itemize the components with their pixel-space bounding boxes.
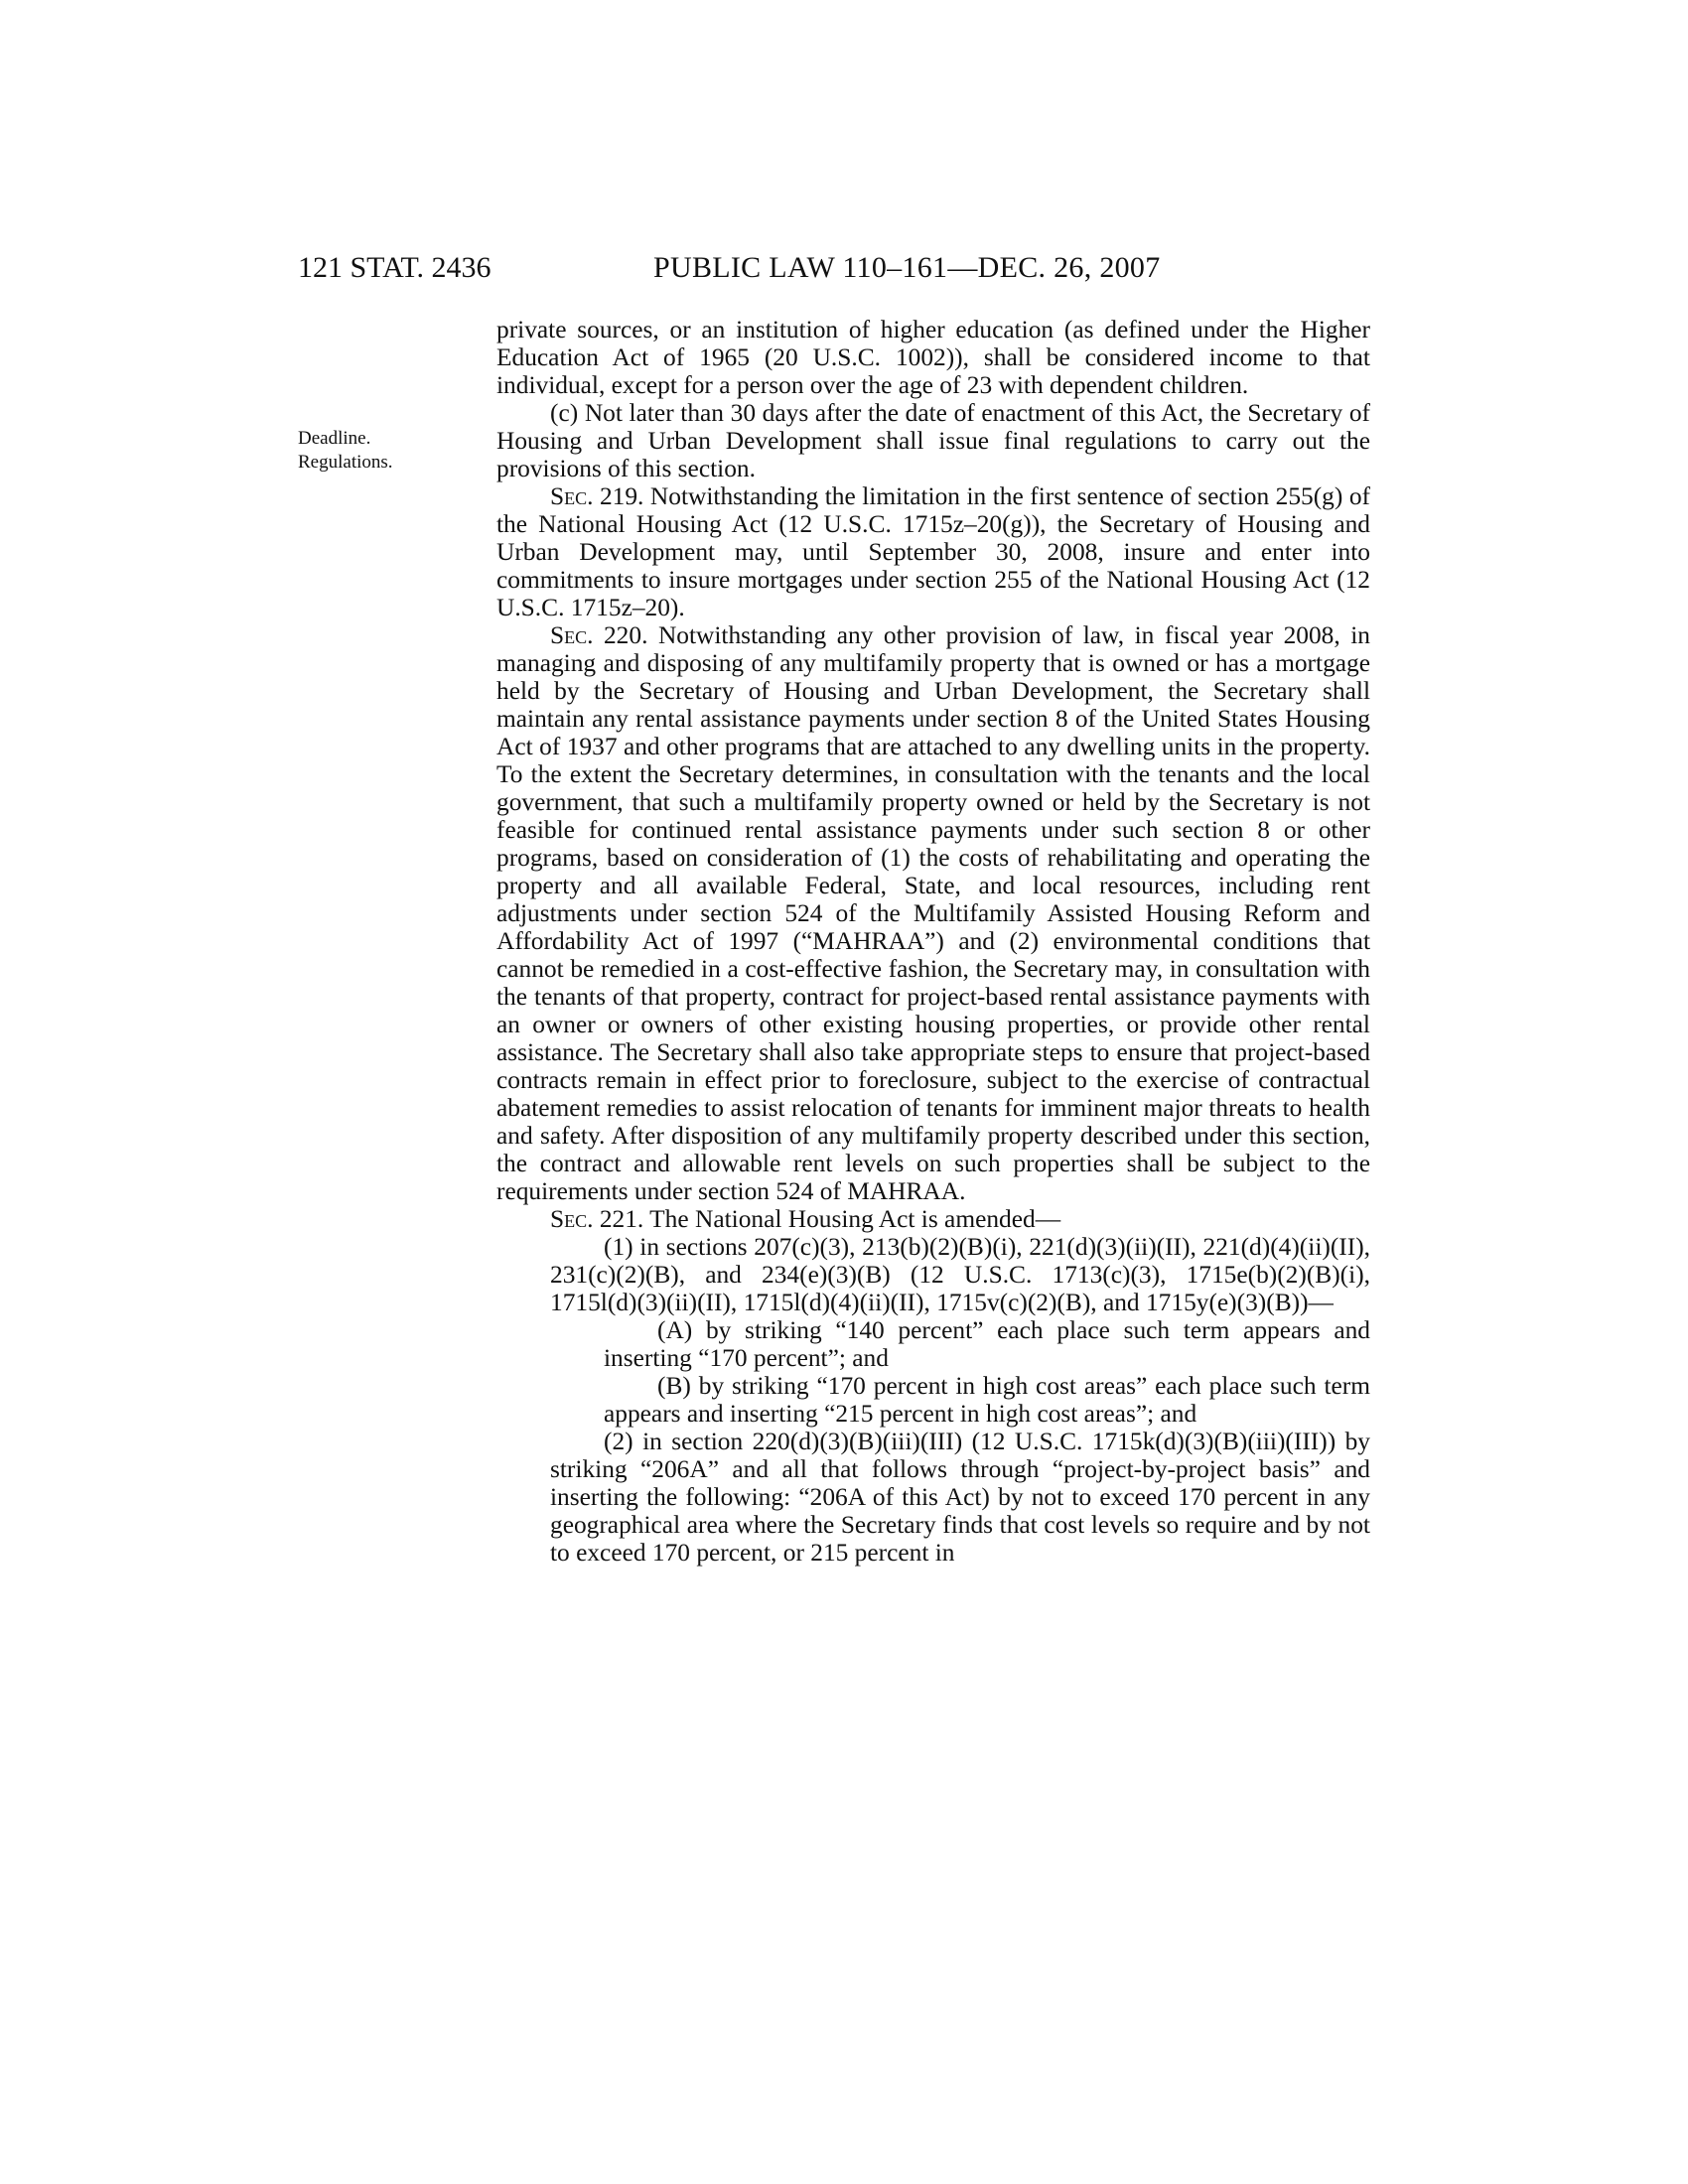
section-219-text: Notwithstanding the limitation in the first sentence of section 255(g) of the National Housing Act (12 U.S.C. 1715z–20(g)), the Secretary of Housing and Urban Development may, until September 30, 2008, insure and enter into commitments to insure mortgages under section 255 of the National Housing Act (12 U.S.C. 1715z–20).	[496, 482, 1370, 621]
section-220-text: Notwithstanding any other provision of law, in fiscal year 2008, in managing and disposing of any multifamily property that is owned or has a mortgage held by the Secretary of Housing and Urban Development, the Secretary shall maintain any rental assistance payments under section 8 of the United States Housing Act of 1937 and other programs that are attached to any dwelling units in the property. To the extent the Secretary determines, in consultation with the tenants and the local government, that such a multifamily property owned or held by the Secretary is not feasible for continued rental assistance payments under such section 8 or other programs, based on consideration of (1) the costs of rehabilitating and operating the property and all available Federal, State, and local resources, including rent adjustments under section 524 of the Multifamily Assisted Housing Reform and Affordability Act of 1997 (“MAHRAA”) and (2) environmental conditions that cannot be remedied in a cost-effective fashion, the Secretary may, in consultation with the tenants of that property, contract for project-based rental assistance payments with an owner or owners of other existing housing properties, or provide other rental assistance. The Secretary shall also take appropriate steps to ensure that project-based contracts remain in effect prior to foreclosure, subject to the exercise of contractual abatement remedies to assist relocation of tenants for imminent major threats to health and safety. After disposition of any multifamily property described under this section, the contract and allowable rent levels on such properties shall be subject to the requirements under section 524 of MAHRAA.	[496, 621, 1370, 1205]
section-221-text: The National Housing Act is amended—	[643, 1205, 1061, 1233]
section-221-item-1-A: (A) by striking “140 percent” each place such term appears and inserting “170 percent”; and	[604, 1316, 1370, 1372]
section-221-item-1: (1) in sections 207(c)(3), 213(b)(2)(B)(i), 221(d)(3)(ii)(II), 221(d)(4)(ii)(II), 231(c)(2)(B), and 234(e)(3)(B) (12 U.S.C. 1713(c)(3), 1715e(b)(2)(B)(i), 1715l(d)(3)(ii)(II), 1715l(d)(4)(ii)(II), 1715v(c)(2)(B), and 1715y(e)(3)(B))—	[550, 1233, 1370, 1316]
section-219	[496, 482, 1370, 621]
page-number: 121 STAT. 2436	[298, 251, 492, 284]
section-220	[496, 621, 1370, 1205]
section-220-label: Sec. 220.	[550, 621, 648, 649]
section-219-label: Sec. 219.	[550, 482, 644, 510]
section-221	[496, 1205, 1370, 1233]
section-221-item-1-B: (B) by striking “170 percent in high cost areas” each place such term appears and inserting “215 percent in high cost areas”; and	[604, 1372, 1370, 1428]
margin-note-deadline: Deadline.	[298, 428, 371, 449]
section-221-item-2: (2) in section 220(d)(3)(B)(iii)(III) (12 U.S.C. 1715k(d)(3)(B)(iii)(III)) by striking “206A” and all that follows through “project-by-project basis” and inserting the following: “206A of this Act) by not to exceed 170 percent in any geographical area where the Secretary finds that cost levels so require and by not to exceed 170 percent, or 215 percent in	[550, 1428, 1370, 1567]
paragraph-continuation: private sources, or an institution of higher education (as defined under the Higher Education Act of 1965 (20 U.S.C. 1002)), shall be considered income to that individual, except for a person over the age of 23 with dependent children.	[496, 316, 1370, 399]
page-header	[298, 248, 1380, 288]
running-head: PUBLIC LAW 110–161—DEC. 26, 2007	[653, 251, 1161, 284]
paragraph-subsection-c: (c) Not later than 30 days after the date of enactment of this Act, the Secretary of Housing and Urban Development shall issue final regulations to carry out the provisions of this section.	[496, 399, 1370, 482]
margin-notes	[298, 427, 437, 475]
section-221-label: Sec. 221.	[550, 1205, 644, 1233]
body-text	[496, 316, 1370, 1567]
margin-note-regulations: Regulations.	[298, 452, 393, 473]
